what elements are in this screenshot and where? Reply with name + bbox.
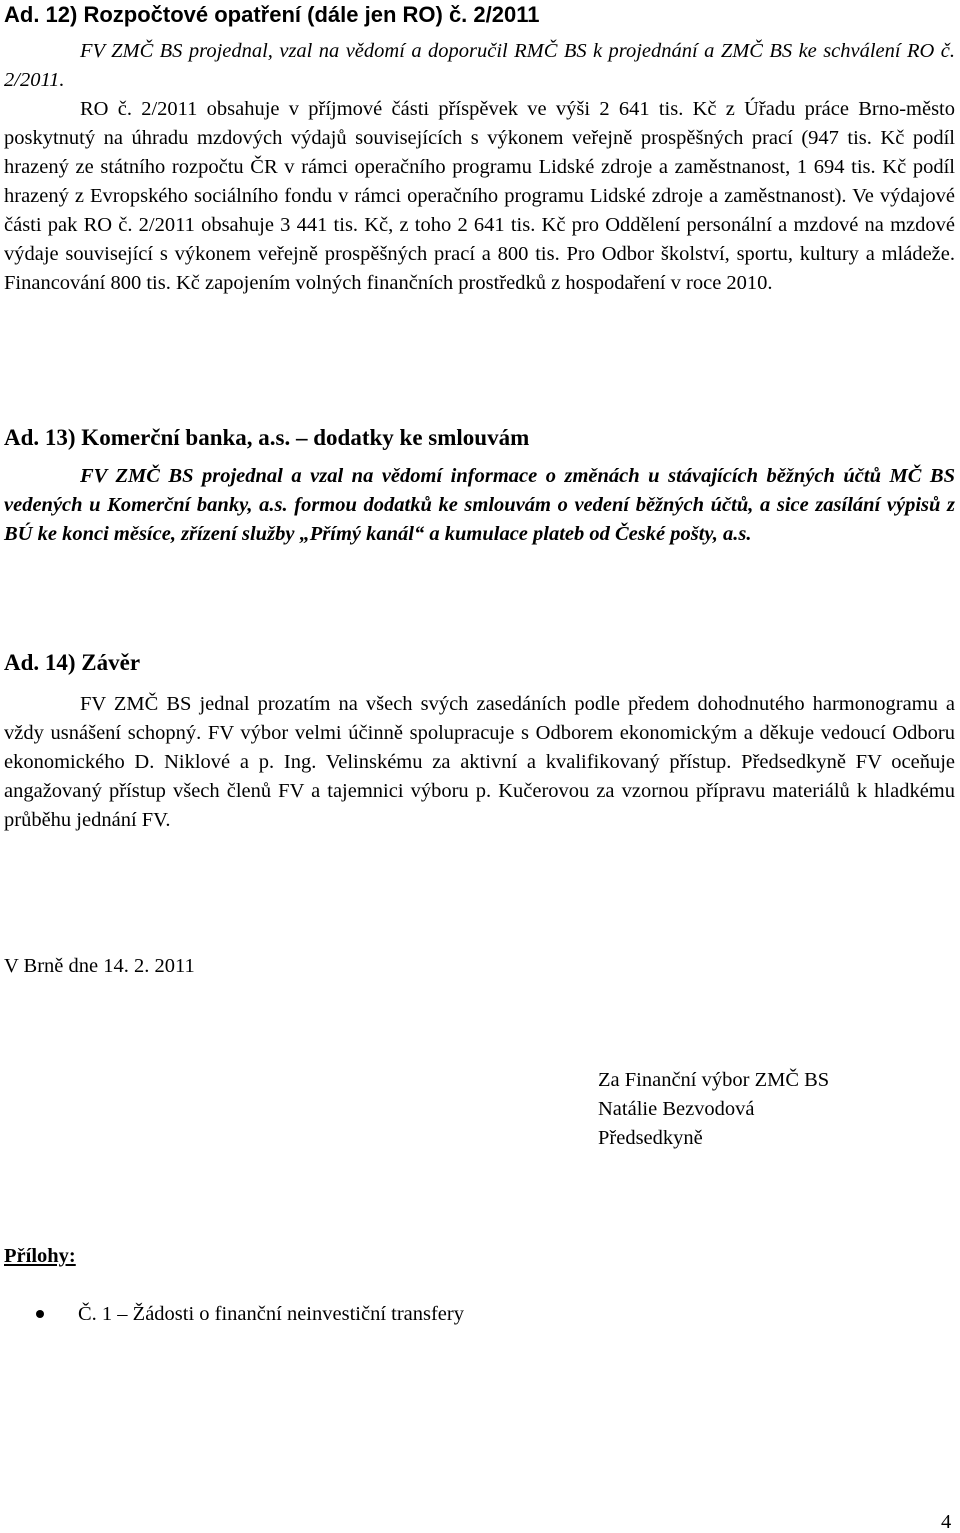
ad14-body: FV ZMČ BS jednal prozatím na všech svých zasedáních podle předem dohodnutého harmonogramu a vždy usnášení schopný. FV výbor velmi účinně spolupracuje s Odborem ekonomickým a děkuje vedoucí Odboru ekonomického D. Niklové a p. Ing. Velinskému za aktivní a kvalifikovaný přístup. Předsedkyně FV oceňuje angažovaný přístup všech členů FV a tajemnici výboru p. Kučerovou za vzornou přípravu materiálů k hladkému průběhu jednání FV. <box>4 693 955 831</box>
section-heading-ad14: Ad. 14) Závěr <box>4 650 141 675</box>
place-date: V Brně dne 14. 2. 2011 <box>4 955 195 977</box>
ad12-resolution: FV ZMČ BS projednal, vzal na vědomí a doporučil RMČ BS k projednání a ZMČ BS ke schválení RO č. 2/2011. <box>4 40 955 91</box>
ad13-resolution: FV ZMČ BS projednal a vzal na vědomí informace o změnách u stávajících běžných účtů MČ BS vedených u Komerční banky, a.s. formou dodatků ke smlouvám o vedení běžných účtů, a sice zasílání výpisů z BÚ ke konci měsíce, zřízení služby „Přímý kanál“ a kumulace plateb od České pošty, a.s. <box>4 465 955 545</box>
attachments-heading: Přílohy: <box>4 1245 76 1267</box>
page-number: 4 <box>941 1511 952 1533</box>
section-heading-ad13: Ad. 13) Komerční banka, a.s. – dodatky ke smlouvám <box>4 425 530 450</box>
attachment-item: Č. 1 – Žádosti o finanční neinvestiční transfery <box>78 1303 464 1325</box>
ad12-body: RO č. 2/2011 obsahuje v příjmové části příspěvek ve výši 2 641 tis. Kč z Úřadu práce Brno-město poskytnutý na úhradu mzdových výdajů souvisejících s výkonem veřejně prospěšných prací (947 tis. Kč podíl hrazený ze státního rozpočtu ČR v rámci operačního programu Lidské zdroje a zaměstnanost, 1 694 tis. Kč podíl hrazený z Evropského sociálního fondu v rámci operačního programu Lidské zdroje a zaměstnanost). Ve výdajové části pak RO č. 2/2011 obsahuje 3 441 tis. Kč, z toho 2 641 tis. Kč pro Oddělení personální a mzdové na mzdové výdaje související s výkonem veřejně prospěšných prací a 800 tis. Pro Odbor školství, sportu, kultury a mládeže. Financování 800 tis. Kč zapojením volných finančních prostředků z hospodaření v roce 2010. <box>4 98 955 294</box>
section-heading-ad12: Ad. 12) Rozpočtové opatření (dále jen RO) č. 2/2011 <box>4 2 540 27</box>
signature-committee: Za Finanční výbor ZMČ BS <box>598 1069 830 1091</box>
bullet-icon <box>36 1310 44 1318</box>
signature-name: Natálie Bezvodová <box>598 1098 755 1120</box>
signature-role: Předsedkyně <box>598 1127 703 1149</box>
